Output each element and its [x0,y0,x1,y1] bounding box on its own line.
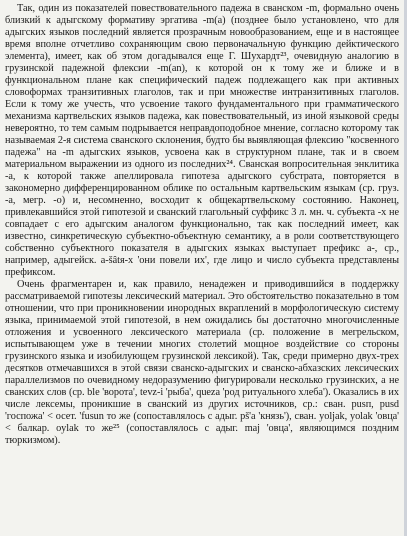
paragraph-2: Очень фрагментарен и, как правило, ненадежен и приводившийся в поддержку рассматриваемой гипотезы лексический материал. Это обстоятельство показательно в том отношении, что при проникновении инородных вкраплений в морфологическую систему языка, принимаемой этой гипотезой, в нем ожидались бы достаточно многочисленные отложения и усвоенного лексического материала (ср. положение в мегрельском, испытывающем уже в течении многих столетий мощное воздействие со стороны грузинского языка и изобилующем грузинской лексикой). Так, среди примерно двух-трех десятков отмечавшихся в этой связи сванско-адыгских и сванско-абхазских лексических параллелизмов по очевидному недоразумению фигурировали несколько грузинских, а не сванских слов (ср. ble 'ворота', tevz-i 'рыба', queza 'род ритуального хлеба'). Оказались в их числе лексемы, проникшие в сванский из других источников, ср.: сван. pusп, pusd 'госпожа' < осет. 'fusun то же (сопоставлялось с адыг. pš'a 'князь'), сван. yoljak, yolak 'овца' < балкар. oylak то же²⁵ (сопоставлялось с адыг. maj 'овца', являющимся поздним тюркизмом). [5,279,399,446]
paragraph-1: Так, один из показателей повествовательного падежа в сванском -m, формально очень близкий к адыгскому формативу эргатива -m(а) (позднее было установлено, что для адыгских языков последний является прозрачным новообразованием, еще и в настоящее время вполне отчетливо сохраняющим свою первоначальную функцию дейктического элемента), имеет, как об этом догадывался еще Г. Шухардт²³, очевидную аналогию в грузинской падежной флексии -m(an), к которой он к тому же и ближе и в функциональном плане как специфический падеж подлежащего как при активных словоформах транзитивных глаголов, так и при множестве интранзитивных глаголов. Если к тому же учесть, что усвоение такого фундаментального при грамматического механизма картвельских языков падежа, как повествовательный, из иной языковой среды невероятно, то тем самым подрывается неправдоподобное мнение, согласно которому так называемая 2-я система сванского склонения, будто бы выявляющая флексию "косвенного падежа" на -m адыгских языков, усвоена как в структурном плане, так и в своем материальном выражении из одного из последних²⁴. Сванская вопросительная энклитика -а, к которой также апеллировала гипотеза адыгского субстрата, повторяется в закономерно дифференцированном облике по остальным картвельским языкам (ср. груз. -а, мегр. -о) и, несомненно, восходит к общекартвельскому состоянию. Наконец, привлекавшийся этой гипотезой и сванский глагольный суффикс 3 л. мн. ч. субъекта -х не совпадает с его адыгским аналогом функционально, так как последний имеет, как известно, синкретическую субъектно-объектную семантику, а в роли соответствующего собственно субъектного показателя в адыгских языках выступает префикс а-, ср., например, адыгейск. а-šâtя-х 'они повели их', где лицо и число субъекта представлены префиксом. [5,3,399,278]
